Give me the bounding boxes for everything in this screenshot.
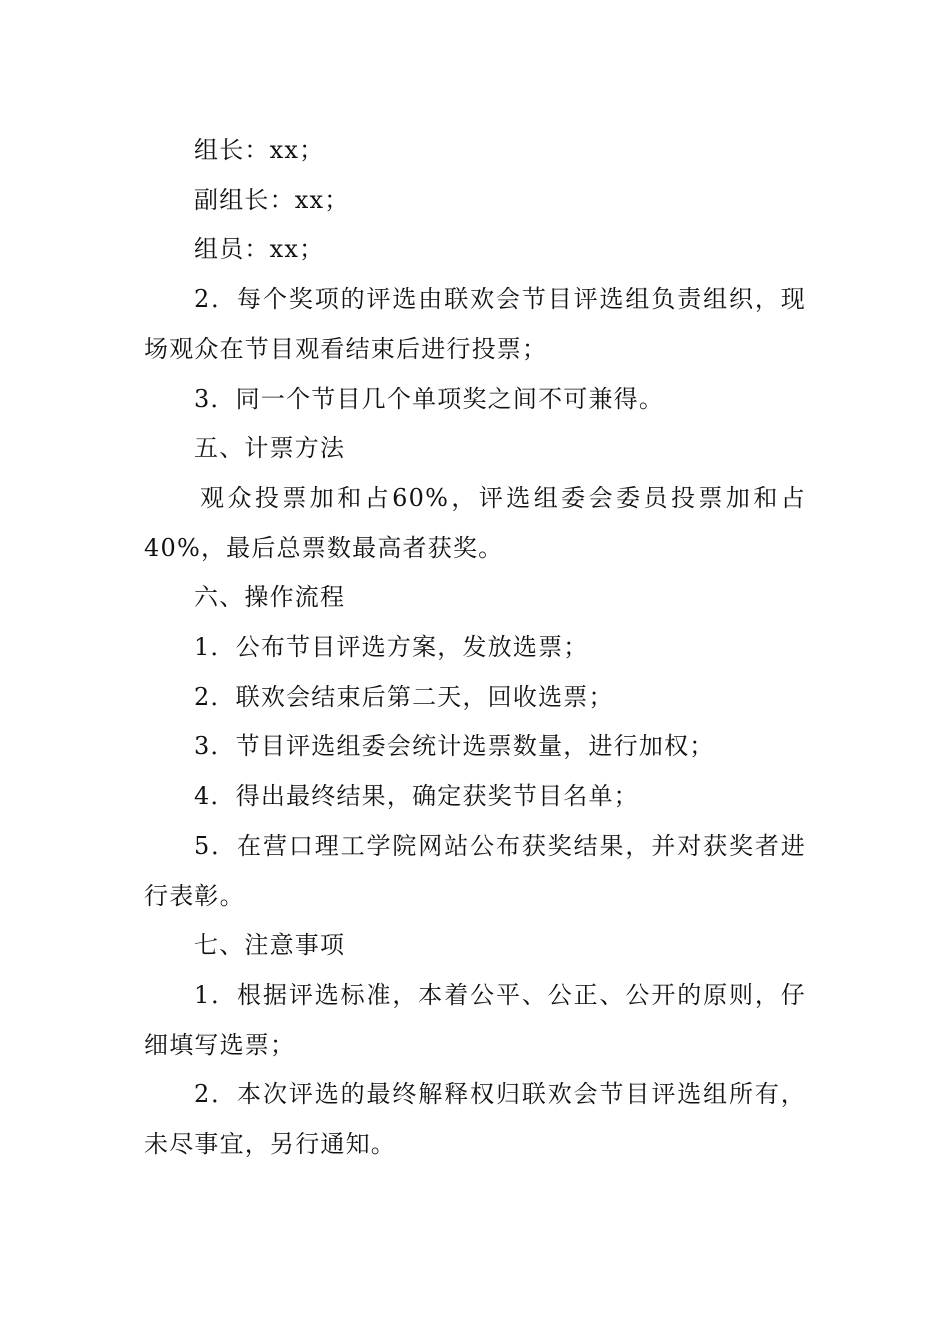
procedure-step-4: 4．得出最终结果，确定获奖节目名单； <box>194 782 639 811</box>
procedure-step-1: 1．公布节目评选方案，发放选票； <box>194 633 589 662</box>
procedure-step-3: 3．节目评选组委会统计选票数量，进行加权； <box>194 732 715 761</box>
rule-item-2: 2．每个奖项的评选由联欢会节目评选组负责组织，现场观众在节目观看结束后进行投票； <box>144 285 806 363</box>
team-member-line: 组员：xx； <box>194 235 325 264</box>
document-body <box>144 126 806 1170</box>
deputy-leader-line: 副组长：xx； <box>194 185 350 214</box>
counting-method-text: 观众投票加和占60%，评选组委会委员投票加和占40%，最后总票数最高者获奖。 <box>144 483 806 562</box>
note-item-2: 2．本次评选的最终解释权归联欢会节目评选组所有，未尽事宜，另行通知。 <box>144 1080 806 1159</box>
section-heading-notes: 七、注意事项 <box>194 931 346 960</box>
note-item-1: 1．根据评选标准，本着公平、公正、公开的原则，仔细填写选票； <box>144 980 806 1059</box>
section-heading-procedure: 六、操作流程 <box>194 583 346 612</box>
section-heading-counting: 五、计票方法 <box>194 434 346 463</box>
procedure-step-5: 5．在营口理工学院网站公布获奖结果，并对获奖者进行表彰。 <box>144 831 806 910</box>
team-leader-line: 组长：xx； <box>194 136 325 164</box>
rule-item-3: 3．同一个节目几个单项奖之间不可兼得。 <box>194 384 665 413</box>
procedure-step-2: 2．联欢会结束后第二天，回收选票； <box>194 682 614 711</box>
